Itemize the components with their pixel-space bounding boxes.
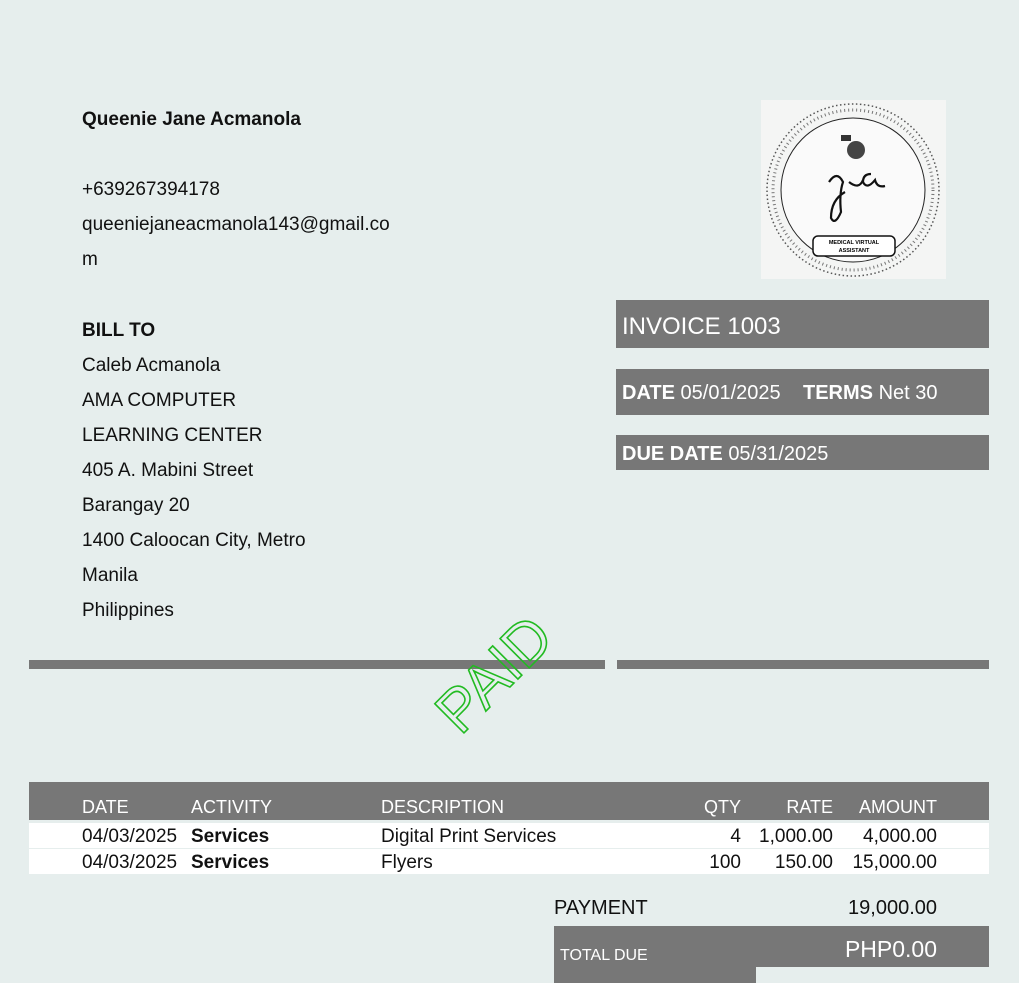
sender-contact: [82, 172, 422, 277]
table-row: [29, 823, 989, 848]
table-row: [29, 849, 989, 874]
payment-label: PAYMENT: [554, 897, 648, 919]
invoice-title: INVOICE 1003: [622, 313, 781, 340]
bill-to-line: Barangay 20: [82, 495, 190, 516]
paid-stamp-text: PAID: [422, 602, 566, 740]
invoice-due-bar: [616, 435, 989, 470]
header-qty: QTY: [703, 797, 741, 817]
sender-email: queeniejaneacmanola143@gmail.co: [82, 214, 390, 235]
company-logo: [761, 100, 946, 279]
bill-to-block: [82, 313, 382, 628]
header-amount: AMOUNT: [859, 797, 937, 817]
bill-to-line: LEARNING CENTER: [82, 425, 263, 446]
total-due-label: TOTAL DUE: [560, 947, 648, 964]
total-due-value: PHP0.00: [844, 936, 937, 962]
logo-caption-line2: ASSISTANT: [838, 248, 870, 254]
cell-activity: Services: [191, 852, 270, 873]
total-due-bar: [554, 926, 989, 967]
invoice-title-bar: [616, 300, 989, 348]
terms-label: TERMS: [803, 382, 873, 404]
cell-date: 04/03/2025: [82, 852, 178, 873]
invoice-date: [622, 382, 781, 405]
divider-right: [617, 660, 989, 669]
bill-to-heading: BILL TO: [82, 320, 156, 341]
invoice-terms: [803, 382, 938, 405]
payment-value: 19,000.00: [848, 897, 937, 919]
cell-description: Digital Print Services: [381, 826, 557, 847]
header-activity: ACTIVITY: [191, 797, 273, 817]
cell-date: 04/03/2025: [82, 826, 178, 847]
cell-rate: 150.00: [774, 852, 833, 873]
date-value: 05/01/2025: [680, 382, 781, 404]
total-due-underbar: [554, 967, 756, 983]
header-rate: RATE: [786, 797, 833, 817]
bill-to-line: Manila: [82, 565, 138, 586]
bill-to-line: Caleb Acmanola: [82, 355, 221, 376]
table-header: [29, 782, 989, 820]
cell-amount: 15,000.00: [852, 852, 937, 873]
invoice-date-bar: [616, 369, 989, 415]
header-date: DATE: [82, 797, 129, 817]
logo-seal-icon: [761, 100, 946, 279]
paid-stamp: [410, 600, 590, 740]
sender-phone: +639267394178: [82, 179, 220, 200]
sender-email-wrap: m: [82, 249, 98, 270]
bill-to-line: Philippines: [82, 600, 174, 621]
invoice-due-date: [622, 443, 828, 466]
cell-qty: 100: [709, 852, 741, 873]
due-label: DUE DATE: [622, 443, 723, 465]
cell-activity: Services: [191, 826, 270, 847]
sender-name: Queenie Jane Acmanola: [82, 109, 301, 130]
header-description: DESCRIPTION: [381, 797, 505, 817]
bill-to-line: 405 A. Mabini Street: [82, 460, 254, 481]
cell-rate: 1,000.00: [759, 826, 833, 847]
logo-caption-line1: MEDICAL VIRTUAL: [828, 240, 880, 246]
due-value: 05/31/2025: [728, 443, 829, 465]
date-label: DATE: [622, 382, 675, 404]
bill-to-line: AMA COMPUTER: [82, 390, 237, 411]
bill-to-line: 1400 Caloocan City, Metro: [82, 530, 306, 551]
cell-qty: 4: [730, 826, 741, 847]
cell-description: Flyers: [381, 852, 433, 873]
cell-amount: 4,000.00: [863, 826, 937, 847]
terms-value: Net 30: [878, 382, 938, 404]
